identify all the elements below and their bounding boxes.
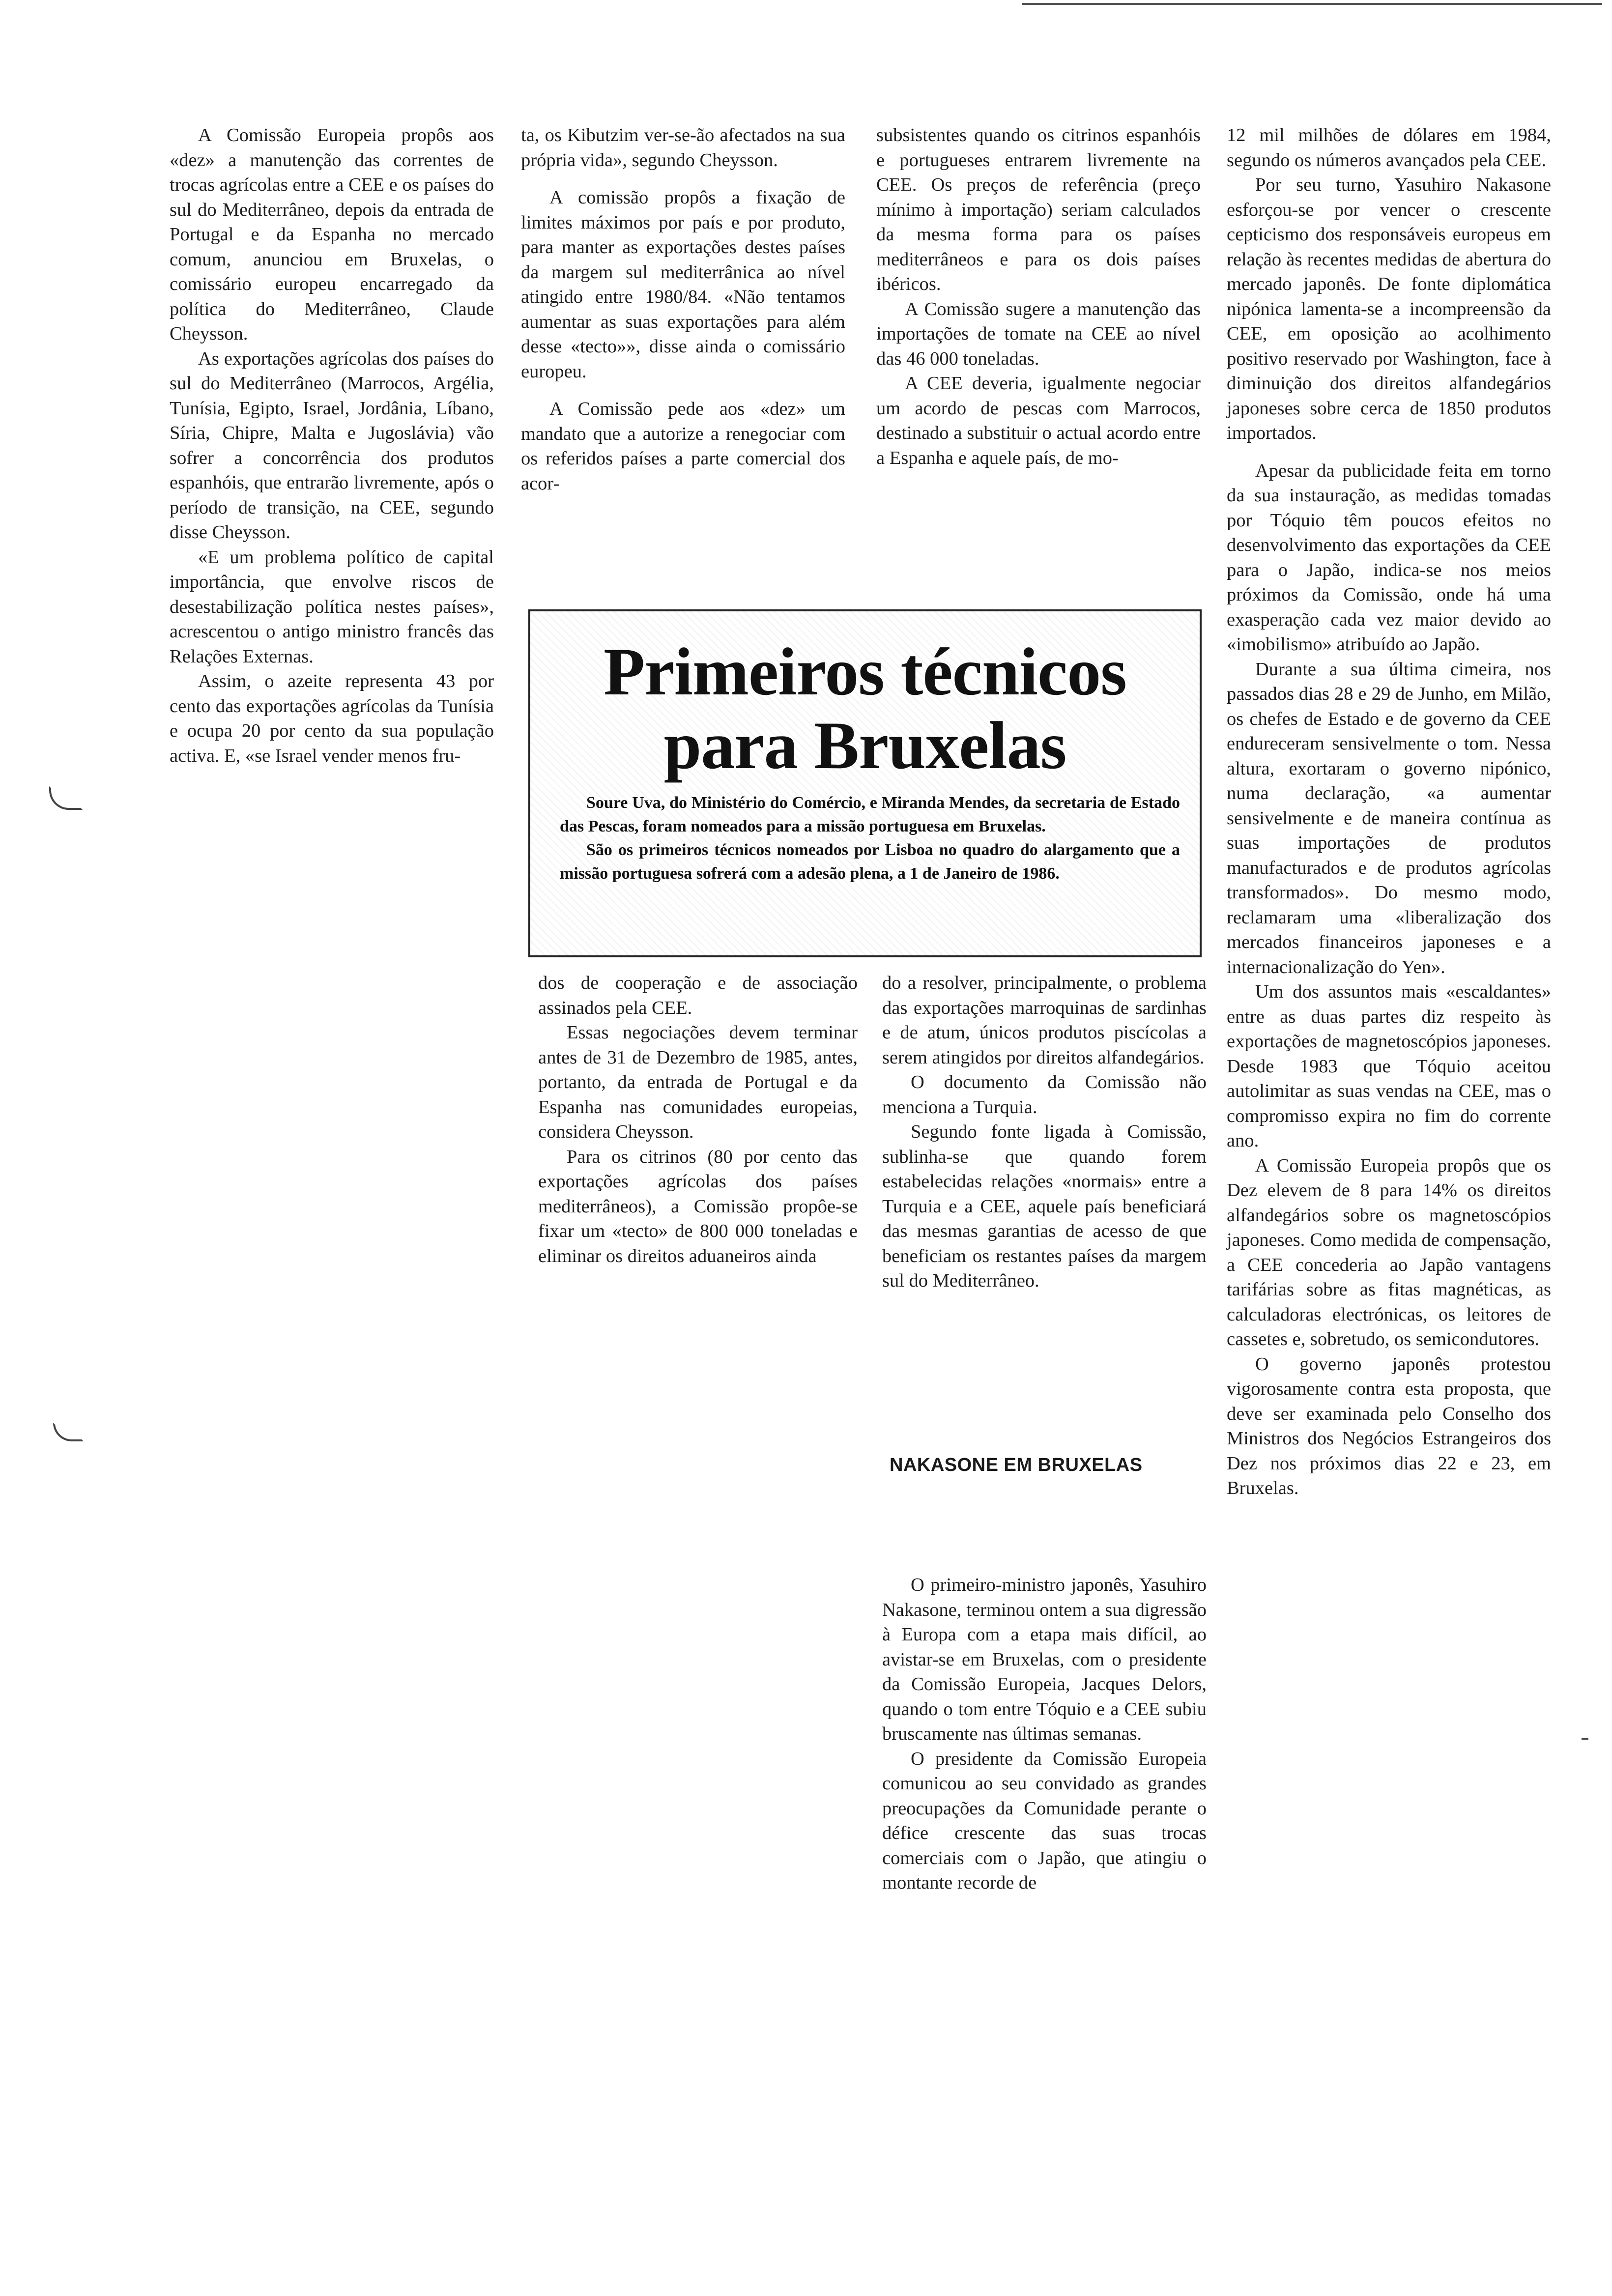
column-3-top xyxy=(876,123,1201,470)
headline-lead xyxy=(560,791,1180,886)
paragraph: do a resolver, principalmente, o problema das exportações marroquinas de sardinhas e de atum, únicos produtos piscícolas a serem atingidos por direitos alfandegários. xyxy=(882,973,1207,1068)
paragraph: A Comissão pede aos «dez» um mandato que a autorize a renegociar com os referidos países a parte comercial dos acor- xyxy=(521,399,845,494)
paragraph: O presidente da Comissão Europeia comunicou ao seu convidado as grandes preocupações da Comunidade perante o défice crescente das suas trocas comerciais com o Japão, que atingiu o montante recorde de xyxy=(882,1748,1207,1893)
paragraph: Essas negociações devem terminar antes de 31 de Dezembro de 1985, antes, portanto, da entrada de Portugal e da Espanha nas comunidades europeias, considera Cheysson. xyxy=(538,1022,858,1142)
paragraph: As exportações agrícolas dos países do sul do Mediterrâneo (Marrocos, Argélia, Tunísia, Egipto, Israel, Jordânia, Líbano, Síria, Chipre, Malta e Jugoslávia) vão sofrer a concorrência dos produtos espanhóis, que entrarão livremente, após o período de transição, na CEE, segundo disse Cheysson. xyxy=(170,348,494,543)
paragraph: 12 mil milhões de dólares em 1984, segundo os números avançados pela CEE. xyxy=(1227,125,1551,171)
margin-dash xyxy=(1582,1738,1588,1740)
paragraph: Por seu turno, Yasuhiro Nakasone esforçou-se por vencer o crescente cepticismo dos responsáveis europeus em relação às recentes medidas de abertura do mercado japonês. De fonte diplomática nipónica lamenta-se a incompreensão da CEE, em oposição ao acolhimento positivo reservado por Washington, face à diminuição dos direitos alfandegários japoneses sobre cerca de 1850 produtos importados. xyxy=(1227,174,1551,443)
paragraph: O primeiro-ministro japonês, Yasuhiro Nakasone, terminou ontem a sua digressão à Europa com a etapa mais difícil, ao avistar-se em Bruxelas, com o presidente da Comissão Europeia, Jacques Delors, quando o tom entre Tóquio e a CEE subiu bruscamente nas últimas semanas. xyxy=(882,1575,1207,1744)
column-4 xyxy=(1227,123,1551,1501)
column-3-bottom xyxy=(882,971,1207,1293)
column-3-nakasone xyxy=(882,1573,1207,1895)
paragraph: O governo japonês protestou vigorosamente contra esta proposta, que deve ser examinada pelo Conselho dos Ministros dos Negócios Estrangeiros dos Dez nos próximos dias 22 e 23, em Bruxelas. xyxy=(1227,1353,1551,1498)
paragraph: Durante a sua última cimeira, nos passados dias 28 e 29 de Junho, em Milão, os chefes de Estado e de governo da CEE endureceram sensivelmente o tom. Nessa altura, exortaram o governo nipónico, numa declaração, «a aumentar sensivelmente e de maneira contínua as suas importações de produtos manufacturados e de produtos agrícolas transformados». Do mesmo modo, reclamaram uma «liberalização dos mercados financeiros japoneses e a internacionalização do Yen». xyxy=(1227,659,1551,977)
paragraph: A CEE deveria, igualmente negociar um acordo de pescas com Marrocos, destinado a substituir o actual acordo entre a Espanha e aquele país, de mo- xyxy=(876,373,1201,468)
top-rule xyxy=(1022,3,1602,5)
paragraph: Um dos assuntos mais «escaldantes» entre as duas partes diz respeito às exportações de magnetoscópios japoneses. Desde 1983 que Tóquio aceitou autolimitar as suas vendas na CEE, mas o compromisso expira no fim do corrente ano. xyxy=(1227,981,1551,1151)
column-2-bottom xyxy=(538,971,858,1268)
paragraph: O documento da Comissão não menciona a Turquia. xyxy=(882,1072,1207,1118)
paragraph: A Comissão Europeia propôs que os Dez elevem de 8 para 14% os direitos alfandegários sobre os magnetoscópios japoneses. Como medida de compensação, a CEE concederia ao Japão vantagens tarifárias sobre as fitas magnéticas, as calculadoras electrónicas, os leitores de cassetes e, sobretudo, os semicondutores. xyxy=(1227,1155,1551,1349)
lead-paragraph: São os primeiros técnicos nomeados por Lisboa no quadro do alargamento que a missão portuguesa sofrerá com a adesão plena, a 1 de Janeiro de 1986. xyxy=(560,841,1180,883)
headline-line-1: Primeiros técnicos xyxy=(604,634,1126,709)
binding-mark xyxy=(53,1423,84,1441)
paragraph: A comissão propôs a fixação de limites máximos por país e por produto, para manter as exportações destes países da margem sul mediterrânica ao nível atingido entre 1980/84. «Não tentamos aumentar as suas exportações para além desse «tecto»», disse ainda o comissário europeu. xyxy=(521,187,845,382)
paragraph: subsistentes quando os citrinos espanhóis e portugueses entrarem livremente na CEE. Os preços de referência (preço mínimo à importação) seriam calculados da mesma forma para os países mediterrâneos e para os dois países ibéricos. xyxy=(876,125,1201,294)
paragraph: Assim, o azeite representa 43 por cento das exportações agrícolas da Tunísia e ocupa 20 por cento da sua população activa. E, «se Israel vender menos fru- xyxy=(170,671,494,766)
paragraph: Para os citrinos (80 por cento das exportações agrícolas dos países mediterrâneos), a Comissão propôe-se fixar um «tecto» de 800 000 toneladas e eliminar os direitos aduaneiros ainda xyxy=(538,1146,858,1266)
column-1 xyxy=(170,123,494,768)
paragraph: A Comissão sugere a manutenção das importações de tomate na CEE ao nível das 46 000 toneladas. xyxy=(876,298,1201,369)
headline-box xyxy=(528,609,1202,957)
binding-mark xyxy=(49,786,83,810)
column-2-top xyxy=(521,123,845,496)
headline-line-2: para Bruxelas xyxy=(663,708,1066,783)
paragraph: A Comissão Europeia propôs aos «dez» a manutenção das correntes de trocas agrícolas entre a CEE e os países do sul do Mediterrâneo, depois da entrada de Portugal e da Espanha no mercado comum, anunciou em Bruxelas, o comissário europeu encarregado da política do Mediterrâneo, Claude Cheysson. xyxy=(170,125,494,344)
subheading: NAKASONE EM BRUXELAS xyxy=(890,1455,1143,1475)
paragraph: «E um problema político de capital importância, que envolve riscos de desestabilização política nestes países», acrescentou o antigo ministro francês das Relações Externas. xyxy=(170,546,494,667)
paragraph: dos de cooperação e de associação assinados pela CEE. xyxy=(538,973,858,1018)
paragraph: Segundo fonte ligada à Comissão, sublinha-se que quando forem estabelecidas relações «normais» entre a Turquia e a CEE, aquele país beneficiará das mesmas garantias de acesso de que beneficiam os restantes países da margem sul do Mediterrâneo. xyxy=(882,1121,1207,1291)
lead-paragraph: Soure Uva, do Ministério do Comércio, e Miranda Mendes, da secretaria de Estado das Pescas, foram nomeados para a missão portuguesa em Bruxelas. xyxy=(560,794,1180,835)
paragraph: Apesar da publicidade feita em torno da sua instauração, as medidas tomadas por Tóquio têm poucos efeitos no desenvolvimento das exportações da CEE para o Japão, indica-se nos meios próximos da Comissão, onde há uma exasperação cada vez maior devido ao «imobilismo» atribuído ao Japão. xyxy=(1227,460,1551,655)
paragraph: ta, os Kibutzim ver-se-ão afectados na sua própria vida», segundo Cheysson. xyxy=(521,125,845,171)
